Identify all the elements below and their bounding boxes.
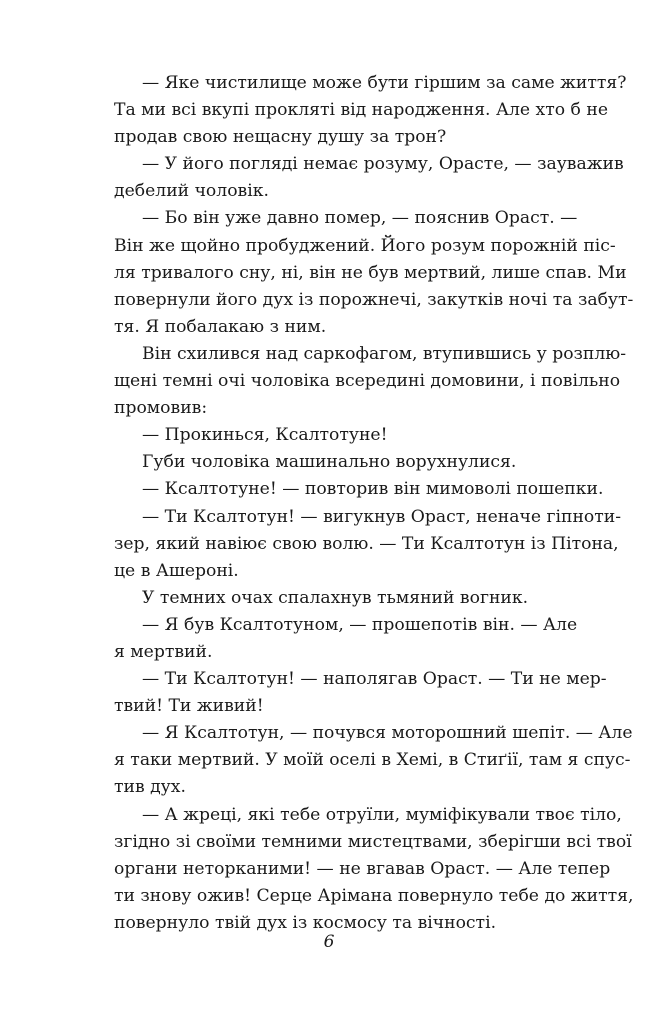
text-line: тя. Я побалакаю з ним. (114, 316, 327, 337)
text-line: Губи чоловіка машинально ворухнулися. (142, 452, 517, 473)
text-line: я таки мертвий. У моїй оселі в Хемі, в Стиґії, там я спус- (114, 750, 631, 771)
text-line: тив дух. (114, 777, 186, 798)
text-line: — У його погляді немає розуму, Орасте, — зауважив (142, 154, 624, 175)
text-line: зер, який навіює свою волю. — Ти Ксалтотун із Пітона, (114, 533, 619, 554)
text-line: Він же щойно пробуджений. Його розум порожній піс- (114, 235, 616, 256)
text-line: — Я був Ксалтотуном, — прошепотів він. — Але (142, 614, 578, 635)
text-line: — Ксалтотуне! — повторив він мимоволі пошепки. (142, 479, 604, 500)
text-line: дебелий чоловік. (114, 181, 269, 202)
text-line: — Ти Ксалтотун! — наполягав Ораст. — Ти не мер- (142, 669, 607, 690)
text-line: органи неторканими! — не вгавав Ораст. — Але тепер (114, 858, 611, 879)
page-text (114, 70, 634, 937)
text-line: — Бо він уже давно помер, — пояснив Ораст. — (142, 208, 578, 229)
text-line: — Я Ксалтотун, — почувся моторошний шепіт. — Але (142, 723, 633, 744)
text-line: У темних очах спалахнув тьмяний вогник. (142, 587, 529, 608)
text-line: Та ми всі вкупі прокляті від народження. Але хто б не (114, 100, 608, 121)
text-line: згідно зі своїми темними мистецтвами, зберігши всі твої (114, 831, 632, 852)
text-line: — А жреці, які тебе отруїли, муміфікували твоє тіло, (142, 804, 622, 825)
text-line: продав свою нещасну душу за трон? (114, 127, 447, 148)
text-line: твий! Ти живий! (114, 696, 264, 717)
text-line: я мертвий. (114, 641, 213, 662)
text-line: повернули його дух із порожнечі, закутків ночі та забут- (114, 289, 634, 310)
text-line: ля тривалого сну, ні, він не був мертвий, лише спав. Ми (114, 262, 627, 283)
text-line: повернуло твій дух із космосу та вічності. (114, 912, 497, 933)
text-line: це в Ашероні. (114, 560, 239, 581)
text-line: — Яке чистилище може бути гіршим за саме життя? (142, 73, 627, 93)
text-line: щені темні очі чоловіка всередині домовини, і повільно (114, 371, 621, 392)
text-line: ти знову ожив! Серце Арімана повернуло тебе до життя, (114, 885, 634, 906)
text-line: — Ти Ксалтотун! — вигукнув Ораст, неначе гіпноти- (142, 506, 622, 527)
text-line: Він схилився над саркофагом, втупившись у розплю- (142, 343, 627, 364)
text-line: промовив: (114, 398, 208, 419)
page-number: 6 (323, 932, 335, 952)
text-line: — Прокинься, Ксалтотуне! (142, 425, 388, 446)
